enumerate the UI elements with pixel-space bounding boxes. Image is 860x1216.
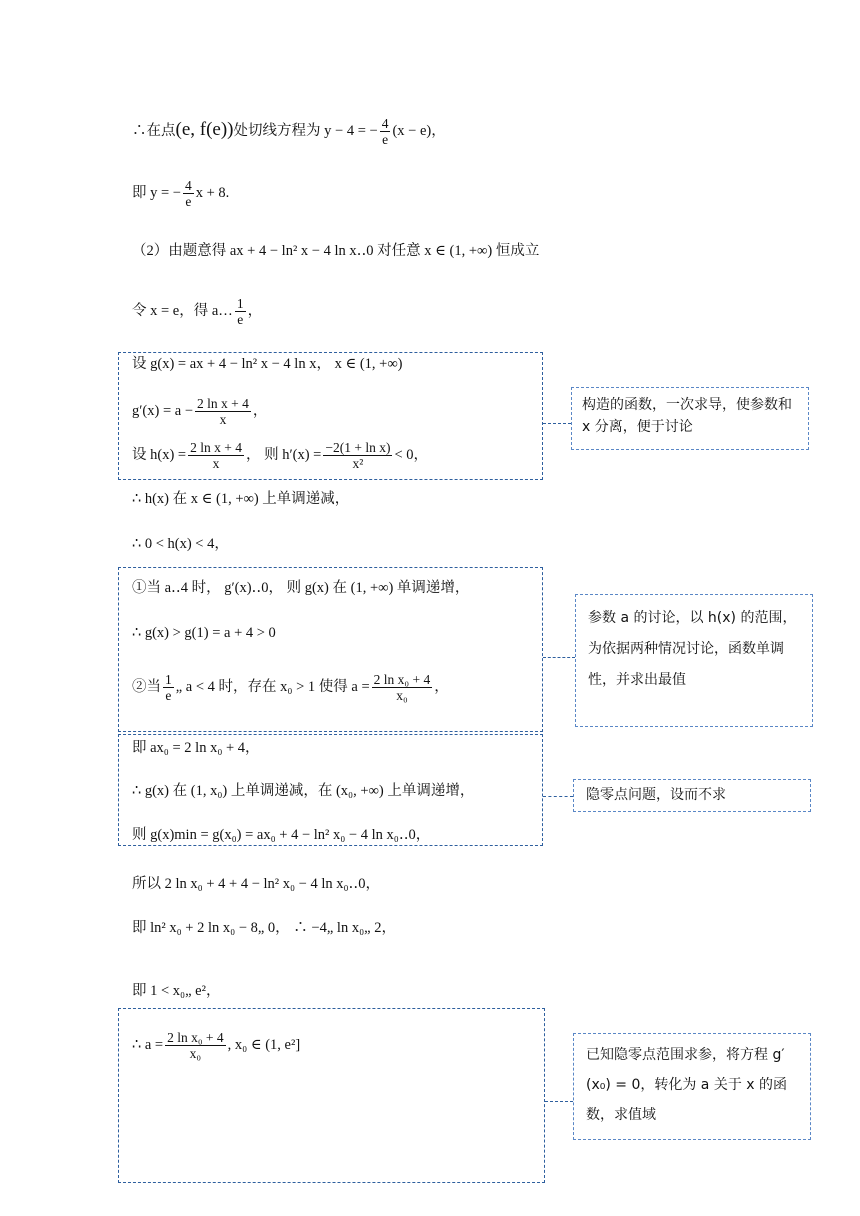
part2-statement: （2）由题意得 ax + 4 − ln² x − 4 ln x‥0 对任意 x ∈ (1, +∞) 恒成立 (132, 243, 540, 259)
h-decreasing: ∴ h(x) 在 x ∈ (1, +∞) 上单调递减， (132, 491, 350, 507)
x0-range: 即 1 < x₀„ e²， (132, 983, 221, 999)
log-range: 即 ln² x₀ + 2 ln x₀ − 8„ 0， ∴ −4„ ln x₀„ 2， (132, 920, 396, 936)
hidden-zero-relation: 即 ax₀ = 2 ln x₀ + 4， (132, 740, 260, 756)
g-minimum: 则 g(x)min = g(x₀) = ax₀ + 4 − ln² x₀ − 4 ln x₀‥0， (132, 827, 431, 843)
case-2: ②当 $\frac{1}{e}$ „ a < 4 时，存在 x₀ > 1 使得 a = $\frac{\text{2 ln x₀ + 4}}{\text{x₀}}$ ， (132, 672, 449, 703)
derivative-g: g′(x) = a − $\frac{\text{2 ln x + 4}}{x}$ ， (132, 396, 268, 427)
connector-4 (545, 1101, 573, 1102)
case-1-result: ∴ g(x) > g(1) = a + 4 > 0 (132, 625, 276, 641)
substituted-inequality: 所以 2 ln x₀ + 4 + 4 − ln² x₀ − 4 ln x₀‥0， (132, 876, 380, 892)
g-monotonicity: ∴ g(x) 在 (1, x₀) 上单调递减，在 (x₀, +∞) 上单调递增， (132, 783, 475, 799)
note-construct-function: 构造的函数，一次求导，使参数和 x 分离，便于讨论 (571, 387, 809, 450)
substitute-e: 令 x = e，得 a… $\frac{1}{e}$ ， (132, 296, 263, 327)
tangent-simplified: 即 y = − $\frac{4}{e}$ x + 8. (132, 178, 230, 209)
tangent-line-eq: ∴在点(e, f(e))处切线方程为 y − 4 = − $\frac{4}{e}$ (x − e)， (132, 116, 446, 147)
note-parameter-range: 已知隐零点范围求参，将方程 g′(x₀) = 0，转化为 a 关于 x 的函数，求值域 (573, 1033, 811, 1140)
connector-3 (543, 796, 573, 797)
connector-1 (543, 423, 571, 424)
define-h: 设 h(x) = $\frac{\text{2 ln x + 4}}{x}$ ， 则 h′(x) = $\frac{\text{−2(1 + ln x)}}{\text{x²}}$ < 0， (132, 440, 429, 471)
connector-2 (543, 657, 575, 658)
case-1: ①当 a‥4 时， g′(x)‥0， 则 g(x) 在 (1, +∞) 单调递增， (132, 580, 470, 596)
note-case-discussion: 参数 a 的讨论，以 h(x) 的范围，为依据两种情况讨论，函数单调性，并求出最值 (575, 594, 813, 727)
h-range: ∴ 0 < h(x) < 4， (132, 536, 229, 552)
a-as-function: ∴ a = $\frac{\text{2 ln x₀ + 4}}{\text{x₀}}$ , x₀ ∈ (1, e²] (132, 1030, 301, 1061)
define-g: 设 g(x) = ax + 4 − ln² x − 4 ln x， x ∈ (1, +∞) (132, 356, 403, 372)
note-hidden-zero: 隐零点问题，设而不求 (573, 779, 811, 812)
